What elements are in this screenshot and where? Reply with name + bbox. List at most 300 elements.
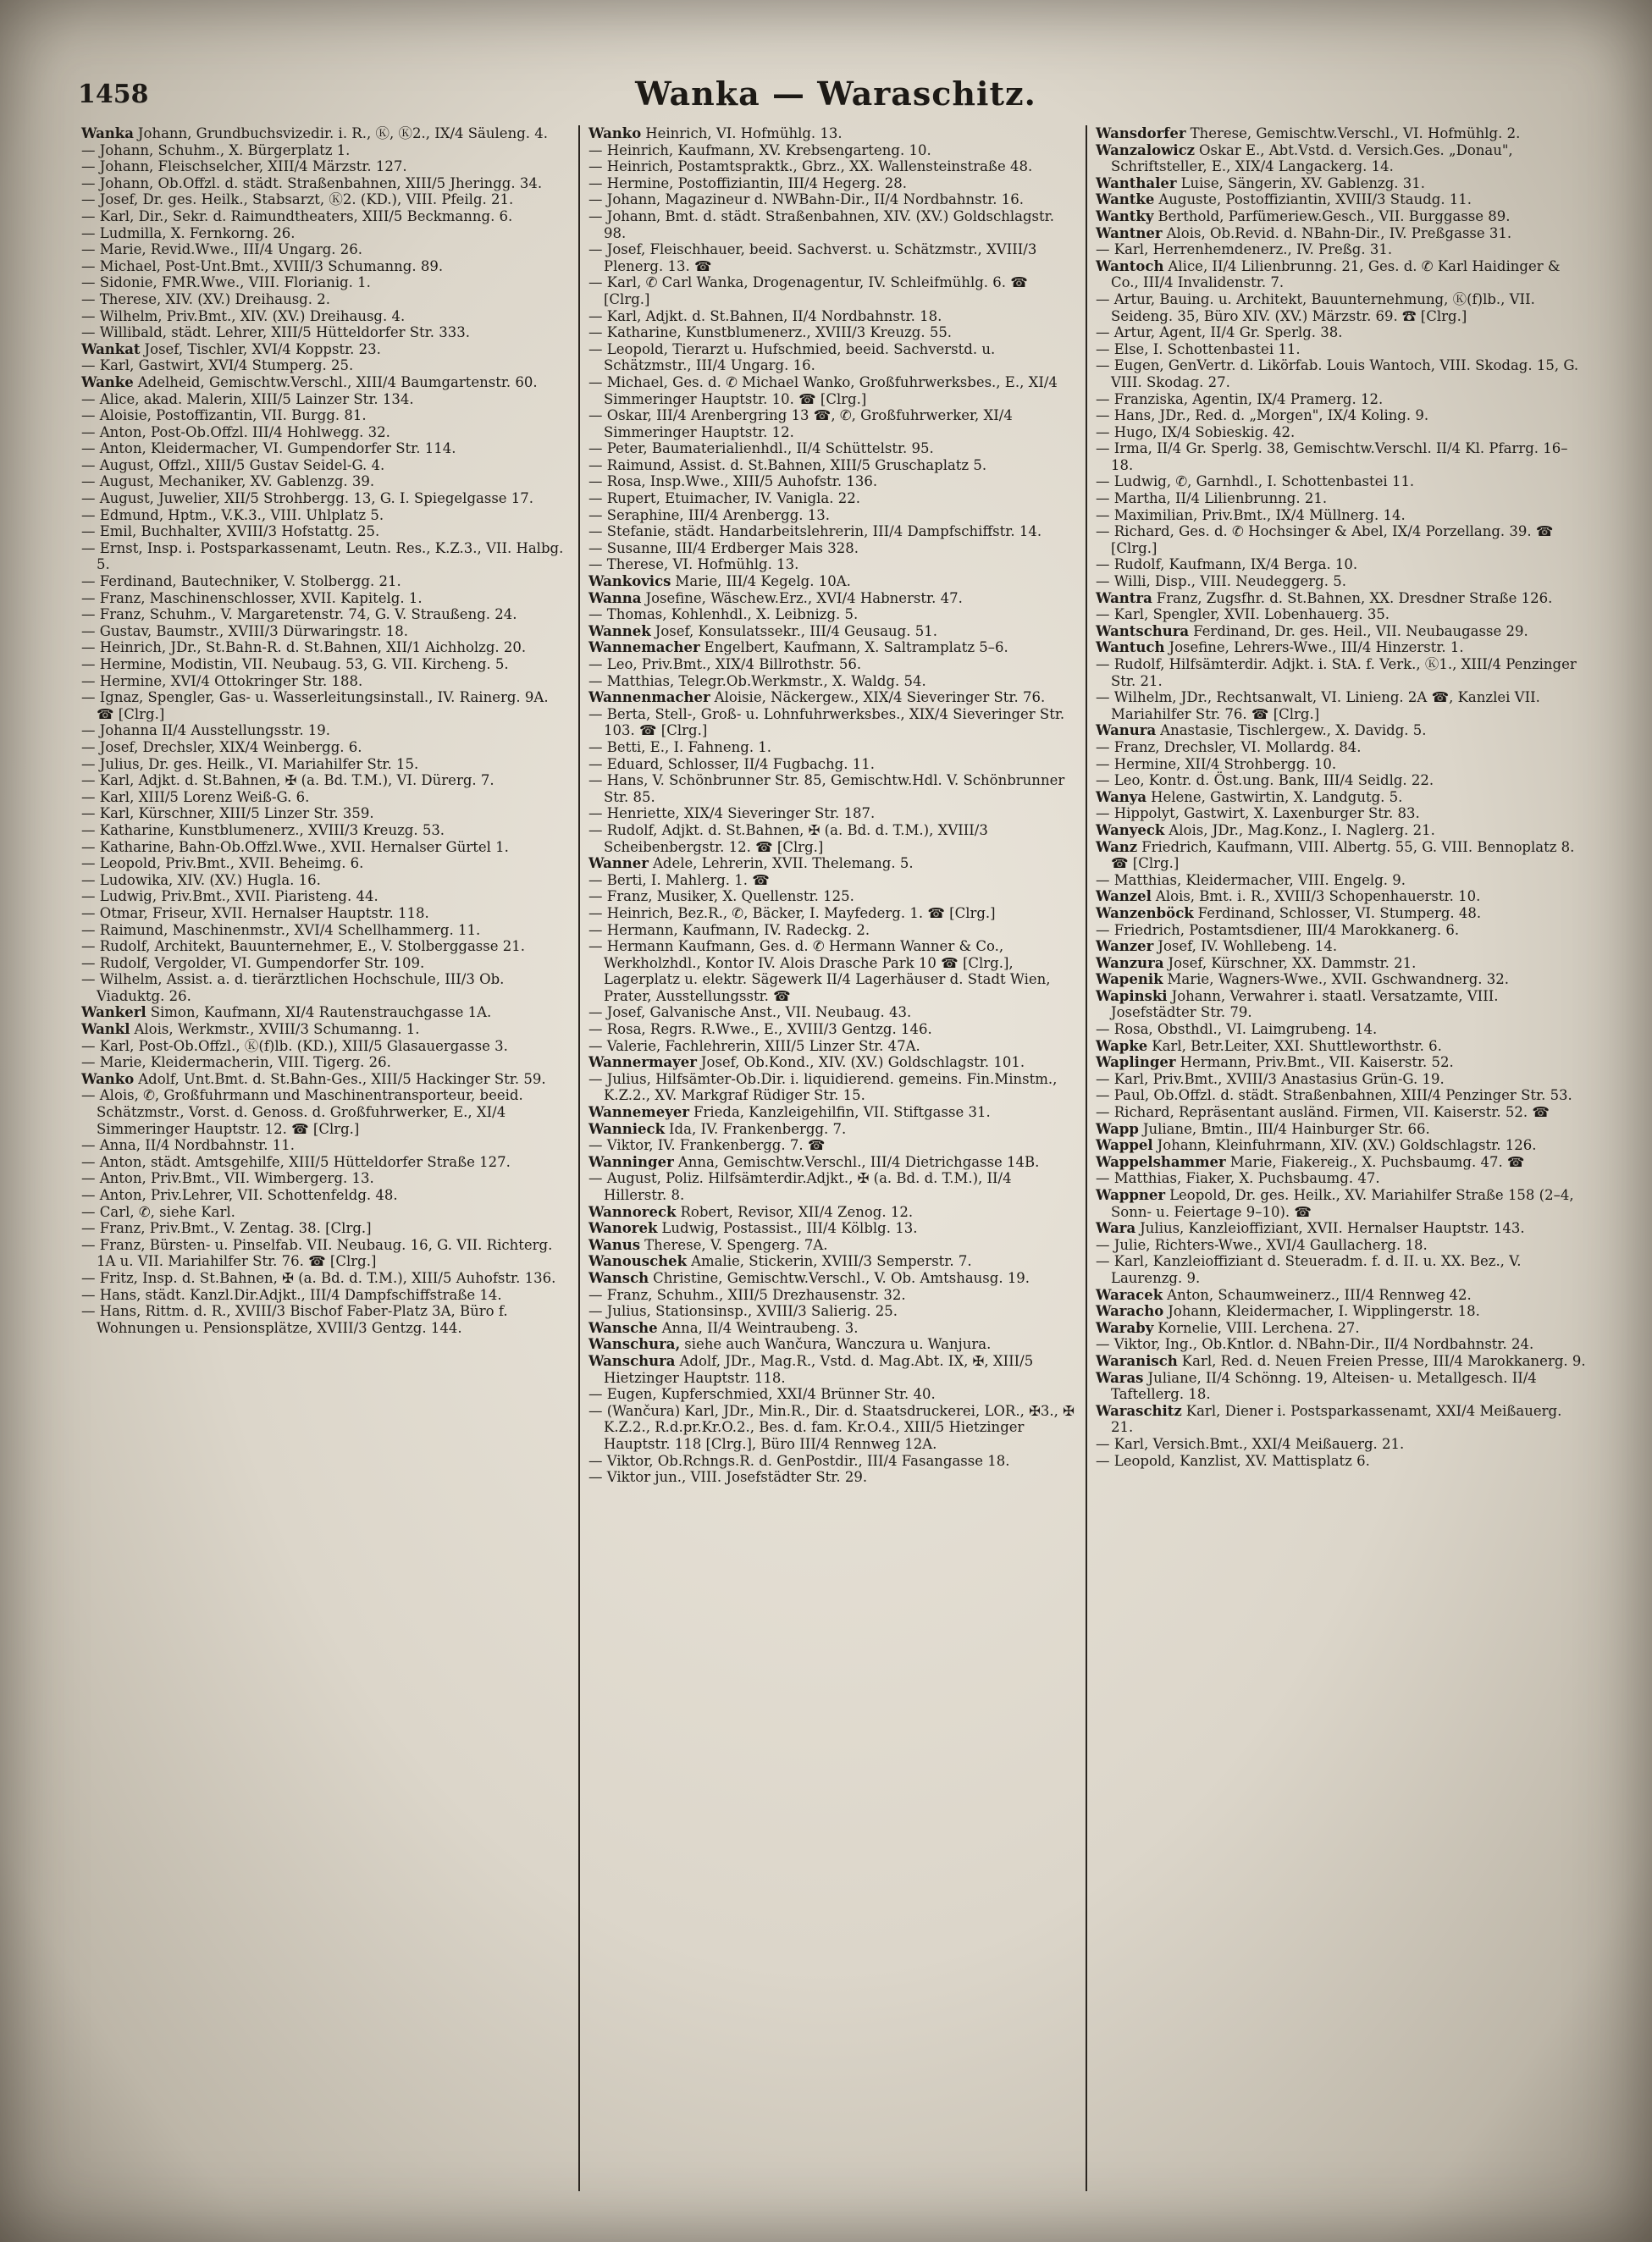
entry-text: — Katharine, Kunstblumenerz., XVIII/3 Kreuzg. 55. bbox=[588, 324, 953, 341]
entry-text: — Berti, I. Mahlerg. 1. ☎ bbox=[588, 871, 770, 888]
directory-entry bbox=[1096, 772, 1586, 789]
entry-text: — Richard, Ges. d. ✆ Hochsinger & Abel, IX/4 Porzellang. 39. ☎ [Clrg.] bbox=[1096, 523, 1554, 556]
entry-text: — Eugen, GenVertr. d. Likörfab. Louis Wantoch, VIII. Skodag. 15, G. VIII. Skodag. 27. bbox=[1096, 357, 1579, 390]
entry-text: Josefine, Lehrers-Wwe., III/4 Hinzerstr. 1. bbox=[1169, 639, 1464, 656]
directory-entry bbox=[81, 656, 570, 673]
entry-text: — Sidonie, FMR.Wwe., VIII. Florianig. 1. bbox=[81, 274, 371, 291]
directory-entry bbox=[1096, 391, 1586, 408]
entry-text: Anastasie, Tischlergew., X. Davidg. 5. bbox=[1160, 722, 1427, 739]
entry-text: — Franz, Drechsler, VI. Mollardg. 84. bbox=[1096, 738, 1362, 755]
directory-entry bbox=[81, 772, 570, 789]
entry-text: — Friedrich, Postamtsdiener, III/4 Marokkanerg. 6. bbox=[1096, 921, 1460, 938]
entry-text: — Irma, II/4 Gr. Sperlg. 38, Gemischtw.Verschl. II/4 Kl. Pfarrg. 16–18. bbox=[1096, 440, 1568, 473]
entry-text: Engelbert, Kaufmann, X. Saltramplatz 5–6. bbox=[704, 639, 1008, 656]
entry-text: — Johann, Fleischselcher, XIII/4 Märzstr. 127. bbox=[81, 158, 407, 175]
entry-text: — Michael, Ges. d. ✆ Michael Wanko, Großfuhrwerksbes., E., XI/4 Simmeringer Hauptstr. 10. ☎ [Clrg.] bbox=[588, 373, 1058, 407]
entry-text: Anton, Schaumweinerz., III/4 Rennweg 42. bbox=[1167, 1286, 1472, 1303]
entry-text: Johann, Kleidermacher, I. Wipplingerstr. 18. bbox=[1168, 1303, 1480, 1320]
entry-headword: Wanka bbox=[81, 125, 134, 141]
directory-entry bbox=[1096, 258, 1586, 291]
entry-text: Adolf, JDr., Mag.R., Vstd. d. Mag.Abt. IX, ✠, XIII/5 Hietzinger Hauptstr. 118. bbox=[604, 1352, 1034, 1386]
entry-headword: Wanzel bbox=[1096, 888, 1152, 905]
entry-text: — Willi, Disp., VIII. Neudeggerg. 5. bbox=[1096, 573, 1346, 590]
directory-entry bbox=[588, 523, 1077, 540]
entry-text: — Ludowika, XIV. (XV.) Hugla. 16. bbox=[81, 871, 321, 888]
entry-text: — Gustav, Baumstr., XVIII/3 Dürwaringstr. 18. bbox=[81, 622, 408, 639]
directory-entry bbox=[588, 440, 1077, 457]
entry-text: Karl, Red. d. Neuen Freien Presse, III/4 Marokkanerg. 9. bbox=[1181, 1352, 1586, 1369]
directory-entry bbox=[1096, 490, 1586, 507]
entry-text: Hermann, Priv.Bmt., VII. Kaiserstr. 52. bbox=[1180, 1054, 1454, 1071]
entry-text: Franz, Zugsfhr. d. St.Bahnen, XX. Dresdner Straße 126. bbox=[1156, 589, 1553, 606]
directory-entry bbox=[588, 855, 1077, 872]
directory-entry bbox=[588, 374, 1077, 407]
directory-entry bbox=[81, 1220, 570, 1237]
entry-headword: Wantner bbox=[1096, 224, 1163, 241]
entry-text: — Johann, Magazineur d. NWBahn-Dir., II/4 Nordbahnstr. 16. bbox=[588, 191, 1025, 208]
directory-entry bbox=[81, 208, 570, 225]
entry-headword: Wappner bbox=[1096, 1187, 1166, 1203]
directory-entry bbox=[588, 540, 1077, 557]
directory-entry bbox=[81, 1021, 570, 1038]
entry-text: — Raimund, Maschinenmstr., XVI/4 Schellhammerg. 11. bbox=[81, 921, 481, 938]
entry-text: — Alois, ✆, Großfuhrmann und Maschinentransporteur, beeid. Schätzmstr., Vorst. d. Genoss. d. Großfuhrwerker, E., XI/4 Simmeringer Hauptstr. 12. ☎ [Clrg.] bbox=[81, 1087, 523, 1137]
entry-text: — Hans, JDr., Red. d. „Morgen", IX/4 Koling. 9. bbox=[1096, 407, 1429, 424]
entry-text: — Johanna II/4 Ausstellungsstr. 19. bbox=[81, 722, 331, 739]
directory-entry bbox=[588, 706, 1077, 739]
entry-text: Ludwig, Postassist., III/4 Kölblg. 13. bbox=[661, 1220, 918, 1237]
directory-entry bbox=[1096, 1021, 1586, 1038]
directory-entry bbox=[588, 1237, 1077, 1254]
entry-text: Juliane, II/4 Schönng. 19, Alteisen- u. Metallgesch. II/4 Taftellerg. 18. bbox=[1111, 1369, 1537, 1403]
directory-entry bbox=[81, 722, 570, 739]
directory-entry bbox=[81, 905, 570, 922]
directory-entry bbox=[1096, 175, 1586, 192]
directory-entry bbox=[81, 639, 570, 656]
entry-headword: Wanzura bbox=[1096, 954, 1164, 971]
directory-entry bbox=[588, 507, 1077, 524]
entry-text: — Hans, Rittm. d. R., XVIII/3 Bischof Faber-Platz 3A, Büro f. Wohnungen u. Pensionsplätze, XVIII/3 Gentzg. 144. bbox=[81, 1303, 508, 1336]
entry-headword: Wanorek bbox=[588, 1220, 658, 1237]
entry-headword: Wannek bbox=[588, 622, 651, 639]
entry-text: — Heinrich, Postamtspraktk., Gbrz., XX. Wallensteinstraße 48. bbox=[588, 158, 1033, 175]
directory-entry bbox=[81, 1071, 570, 1088]
entry-text: Josef, IV. Wohllebeng. 14. bbox=[1158, 938, 1338, 955]
entry-headword: Wantra bbox=[1096, 589, 1152, 606]
directory-entry bbox=[81, 142, 570, 159]
entry-text: — Karl, Spengler, XVII. Lobenhauerg. 35. bbox=[1096, 606, 1390, 623]
directory-entry bbox=[588, 1121, 1077, 1138]
directory-entry bbox=[81, 1087, 570, 1137]
directory-entry bbox=[588, 241, 1077, 274]
entry-text: — Therese, VI. Hofmühlg. 13. bbox=[588, 556, 799, 573]
directory-entry bbox=[1096, 1253, 1586, 1286]
directory-entry bbox=[1096, 191, 1586, 208]
entry-headword: Wapenik bbox=[1096, 971, 1163, 988]
entry-text: — Viktor, Ob.Rchngs.R. d. GenPostdir., III/4 Fasangasse 18. bbox=[588, 1452, 1010, 1469]
entry-text: Johann, Grundbuchsvizedir. i. R., Ⓚ, Ⓚ2., IX/4 Säuleng. 4. bbox=[137, 125, 548, 141]
directory-entry bbox=[588, 922, 1077, 939]
directory-entry bbox=[81, 938, 570, 955]
entry-text: — Marie, Kleidermacherin, VIII. Tigerg. 26. bbox=[81, 1054, 391, 1071]
entry-text: Kornelie, VIII. Lerchena. 27. bbox=[1158, 1319, 1360, 1336]
page-header bbox=[78, 75, 1594, 117]
directory-entry bbox=[588, 407, 1077, 440]
entry-headword: Wanna bbox=[588, 589, 642, 606]
entry-text: — Emil, Buchhalter, XVIII/3 Hofstattg. 25. bbox=[81, 523, 380, 540]
entry-headword: Wantoch bbox=[1096, 257, 1164, 274]
entry-text: Adolf, Unt.Bmt. d. St.Bahn-Ges., XIII/5 Hackinger Str. 59. bbox=[138, 1070, 546, 1087]
entry-text: — Artur, Agent, II/4 Gr. Sperlg. 38. bbox=[1096, 324, 1343, 341]
directory-entry bbox=[1096, 988, 1586, 1021]
directory-entry bbox=[1096, 1237, 1586, 1254]
entry-text: Alice, II/4 Lilienbrunng. 21, Ges. d. ✆ Karl Haidinger & Co., III/4 Invalidenstr. 7. bbox=[1111, 257, 1561, 291]
directory-entry bbox=[588, 1038, 1077, 1055]
directory-entry bbox=[81, 739, 570, 756]
entry-headword: Wannenmacher bbox=[588, 689, 710, 706]
entry-text: — Hans, V. Schönbrunner Str. 85, Gemischtw.Hdl. V. Schönbrunner Str. 85. bbox=[588, 772, 1065, 805]
directory-entry bbox=[588, 1054, 1077, 1071]
directory-entry bbox=[81, 424, 570, 441]
entry-headword: Wantke bbox=[1096, 191, 1155, 208]
directory-entry bbox=[81, 1137, 570, 1154]
directory-entry bbox=[588, 341, 1077, 374]
directory-entry bbox=[1096, 971, 1586, 988]
entry-text: — Anton, städt. Amtsgehilfe, XIII/5 Hütteldorfer Straße 127. bbox=[81, 1153, 511, 1170]
directory-entry bbox=[81, 191, 570, 208]
entry-text: Oskar E., Abt.Vstd. d. Versich.Ges. „Donau", Schriftsteller, E., XIX/4 Langackerg. 14. bbox=[1111, 141, 1513, 175]
entry-text: — Franz, Priv.Bmt., V. Zentag. 38. [Clrg.] bbox=[81, 1220, 372, 1237]
directory-entry bbox=[588, 1004, 1077, 1021]
entry-text: — Ernst, Insp. i. Postsparkassenamt, Leutn. Res., K.Z.3., VII. Halbg. 5. bbox=[81, 539, 564, 573]
directory-entry bbox=[1096, 225, 1586, 242]
entry-text: — Eduard, Schlosser, II/4 Fugbachg. 11. bbox=[588, 755, 875, 772]
entry-text: Adelheid, Gemischtw.Verschl., XIII/4 Baumgartenstr. 60. bbox=[137, 373, 538, 390]
directory-entry bbox=[1096, 357, 1586, 390]
directory-entry bbox=[1096, 1287, 1586, 1304]
entry-text: — Berta, Stell-, Groß- u. Lohnfuhrwerksbes., XIX/4 Sieveringer Str. 103. ☎ [Clrg.] bbox=[588, 705, 1065, 739]
directory-entry bbox=[1096, 523, 1586, 556]
entry-text: — Hugo, IX/4 Sobieskig. 42. bbox=[1096, 423, 1296, 440]
entry-headword: Waracho bbox=[1096, 1303, 1164, 1320]
entry-text: — Heinrich, Kaufmann, XV. Krebsengarteng. 10. bbox=[588, 141, 931, 158]
entry-text: Auguste, Postoffiziantin, XVIII/3 Staudg. 11. bbox=[1158, 191, 1472, 208]
entry-text: — Leopold, Kanzlist, XV. Mattisplatz 6. bbox=[1096, 1452, 1370, 1469]
entry-headword: Waraschitz bbox=[1096, 1402, 1182, 1419]
directory-entry bbox=[81, 241, 570, 258]
directory-entry bbox=[1096, 1370, 1586, 1403]
entry-text: — Therese, XIV. (XV.) Dreihausg. 2. bbox=[81, 290, 330, 307]
entry-text: — Alice, akad. Malerin, XIII/5 Lainzer Str. 134. bbox=[81, 390, 414, 407]
entry-text: — Hermine, XII/4 Strohbergg. 10. bbox=[1096, 755, 1337, 772]
entry-text: — August, Juwelier, XII/5 Strohbergg. 13, G. I. Spiegelgasse 17. bbox=[81, 490, 534, 507]
entry-text: — Matthias, Telegr.Ob.Werkmstr., X. Waldg. 54. bbox=[588, 672, 926, 689]
directory-entry bbox=[81, 341, 570, 358]
entry-text: — Anton, Priv.Bmt., VII. Wimbergerg. 13. bbox=[81, 1170, 374, 1187]
entry-text: Marie, Fiakereig., X. Puchsbaumg. 47. ☎ bbox=[1229, 1153, 1525, 1170]
entry-headword: Wappelshammer bbox=[1096, 1153, 1226, 1170]
entry-text: — Oskar, III/4 Arenbergring 13 ☎, ✆, Großfuhrwerker, XI/4 Simmeringer Hauptstr. 12. bbox=[588, 407, 1013, 440]
entry-text: — Hermine, XVI/4 Ottokringer Str. 188. bbox=[81, 672, 363, 689]
entry-text: — Karl, Kanzleioffiziant d. Steueradm. f. d. II. u. XX. Bez., V. Laurenzg. 9. bbox=[1096, 1253, 1522, 1286]
directory-entry bbox=[1096, 291, 1586, 324]
directory-entry bbox=[81, 606, 570, 623]
directory-entry bbox=[588, 872, 1077, 889]
entry-text: Frieda, Kanzleigehilfin, VII. Stiftgasse 31. bbox=[693, 1104, 991, 1121]
entry-text: — Leo, Kontr. d. Öst.ung. Bank, III/4 Seidlg. 22. bbox=[1096, 772, 1434, 789]
entry-headword: Wanke bbox=[81, 373, 134, 390]
entry-text: — Karl, Kürschner, XIII/5 Linzer Str. 359. bbox=[81, 805, 374, 822]
directory-entry bbox=[81, 175, 570, 192]
entry-text: Juliane, Bmtin., III/4 Hainburger Str. 66. bbox=[1142, 1120, 1430, 1137]
entry-headword: Wapinski bbox=[1096, 987, 1168, 1004]
entry-text: — Johann, Schuhm., X. Bürgerplatz 1. bbox=[81, 141, 351, 158]
directory-entry bbox=[1096, 639, 1586, 656]
directory-entry bbox=[81, 573, 570, 590]
entry-text: — Viktor jun., VIII. Josefstädter Str. 29. bbox=[588, 1469, 868, 1486]
entry-headword: Wanko bbox=[81, 1070, 135, 1087]
directory-entry bbox=[81, 1187, 570, 1204]
entry-text: — Rupert, Etuimacher, IV. Vanigla. 22. bbox=[588, 490, 860, 507]
directory-entry bbox=[1096, 556, 1586, 573]
entry-text: — Wilhelm, Priv.Bmt., XIV. (XV.) Dreihausg. 4. bbox=[81, 307, 406, 324]
directory-entry bbox=[81, 839, 570, 856]
directory-entry bbox=[588, 1303, 1077, 1320]
directory-entry bbox=[588, 1336, 1077, 1353]
entry-text: — Richard, Repräsentant ausländ. Firmen, VII. Kaiserstr. 52. ☎ bbox=[1096, 1104, 1550, 1121]
entry-text: — Heinrich, JDr., St.Bahn-R. d. St.Bahnen, XII/1 Aichholzg. 20. bbox=[81, 639, 527, 656]
entry-text: Marie, III/4 Kegelg. 10A. bbox=[675, 573, 851, 590]
directory-entry bbox=[588, 191, 1077, 208]
entry-text: Therese, Gemischtw.Verschl., VI. Hofmühlg. 2. bbox=[1190, 125, 1521, 141]
entry-headword: Waracek bbox=[1096, 1286, 1163, 1303]
directory-entry bbox=[81, 507, 570, 524]
directory-entry bbox=[588, 1287, 1077, 1304]
directory-entry bbox=[1096, 722, 1586, 739]
directory-entry bbox=[1096, 1121, 1586, 1138]
directory-entry bbox=[81, 158, 570, 175]
entry-headword: Wantky bbox=[1096, 207, 1154, 224]
directory-entry bbox=[81, 1204, 570, 1221]
directory-entry bbox=[81, 490, 570, 507]
directory-entry bbox=[588, 639, 1077, 656]
directory-entry bbox=[588, 1204, 1077, 1221]
directory-entry bbox=[81, 789, 570, 806]
directory-entry bbox=[588, 1137, 1077, 1154]
entry-text: — Rosa, Obsthdl., VI. Laimgrubeng. 14. bbox=[1096, 1021, 1378, 1038]
directory-entry bbox=[588, 888, 1077, 905]
entry-text: — Karl, Priv.Bmt., XVIII/3 Anastasius Grün-G. 19. bbox=[1096, 1070, 1445, 1087]
directory-entry bbox=[588, 656, 1077, 673]
entry-text: — Rudolf, Architekt, Bauunternehmer, E., V. Stolberggasse 21. bbox=[81, 938, 525, 955]
entry-text: — Marie, Revid.Wwe., III/4 Ungarg. 26. bbox=[81, 241, 363, 258]
directory-entry bbox=[1096, 341, 1586, 358]
directory-entry bbox=[588, 1403, 1077, 1453]
directory-entry bbox=[588, 125, 1077, 142]
directory-entry bbox=[1096, 1170, 1586, 1187]
entry-text: — Leo, Priv.Bmt., XIX/4 Billrothstr. 56. bbox=[588, 656, 862, 672]
directory-entry bbox=[81, 922, 570, 939]
directory-entry bbox=[588, 1453, 1077, 1470]
directory-entry bbox=[588, 673, 1077, 690]
entry-text: — Maximilian, Priv.Bmt., IX/4 Müllnerg. 14. bbox=[1096, 506, 1406, 523]
entry-text: — Eugen, Kupferschmied, XXI/4 Brünner Str. 40. bbox=[588, 1386, 936, 1403]
entry-headword: Wanyeck bbox=[1096, 821, 1165, 838]
directory-entry bbox=[1096, 590, 1586, 607]
directory-entry bbox=[81, 1237, 570, 1270]
entry-text: — Karl, Adjkt. d. St.Bahnen, ✠ (a. Bd. T.M.), VI. Dürerg. 7. bbox=[81, 772, 494, 789]
entry-text: — Leopold, Tierarzt u. Hufschmied, beeid. Sachverstd. u. Schätzmstr., III/4 Ungarg. 16. bbox=[588, 340, 996, 374]
entry-headword: Waraby bbox=[1096, 1319, 1154, 1336]
entry-text: — Ferdinand, Bautechniker, V. Stolbergg. 21. bbox=[81, 573, 401, 590]
directory-entry bbox=[81, 357, 570, 374]
directory-entry bbox=[1096, 324, 1586, 341]
entry-text: — Josef, Drechsler, XIX/4 Weinbergg. 6. bbox=[81, 738, 362, 755]
directory-entry bbox=[1096, 1154, 1586, 1171]
entry-text: — Fritz, Insp. d. St.Bahnen, ✠ (a. Bd. d. T.M.), XIII/5 Auhofstr. 136. bbox=[81, 1269, 556, 1286]
entry-text: — Rudolf, Vergolder, VI. Gumpendorfer Str. 109. bbox=[81, 954, 425, 971]
entry-text: — Karl, XIII/5 Lorenz Weiß-G. 6. bbox=[81, 788, 310, 805]
directory-entry bbox=[588, 1170, 1077, 1203]
directory-entry bbox=[81, 258, 570, 275]
entry-headword: Wannemeyer bbox=[588, 1104, 690, 1121]
directory-entry bbox=[81, 1303, 570, 1336]
directory-entry bbox=[588, 772, 1077, 805]
entry-text: — Karl, Versich.Bmt., XXI/4 Meißauerg. 21. bbox=[1096, 1435, 1405, 1452]
entry-text: Simon, Kaufmann, XI/4 Rautenstrauchgasse 1A. bbox=[150, 1004, 492, 1021]
directory-entry bbox=[1096, 938, 1586, 955]
entry-text: — Raimund, Assist. d. St.Bahnen, XIII/5 Gruschaplatz 5. bbox=[588, 456, 987, 473]
entry-text: — Hermine, Modistin, VII. Neubaug. 53, G. VII. Kircheng. 5. bbox=[81, 656, 509, 672]
directory-entry bbox=[1096, 822, 1586, 839]
entry-text: — Ignaz, Spengler, Gas- u. Wasserleitungsinstall., IV. Rainerg. 9A. ☎ [Clrg.] bbox=[81, 689, 549, 722]
entry-headword: Wapp bbox=[1096, 1120, 1139, 1137]
entry-headword: Wansdorfer bbox=[1096, 125, 1186, 141]
directory-entry bbox=[1096, 789, 1586, 806]
directory-entry bbox=[81, 125, 570, 142]
directory-entry bbox=[1096, 507, 1586, 524]
directory-entry bbox=[1096, 1054, 1586, 1071]
entry-text: — Karl, ✆ Carl Wanka, Drogenagentur, IV. Schleifmühlg. 6. ☎ [Clrg.] bbox=[588, 274, 1028, 307]
directory-entry bbox=[1096, 440, 1586, 473]
entry-text: Alois, JDr., Mag.Konz., I. Naglerg. 21. bbox=[1169, 821, 1435, 838]
entry-text: — Rosa, Insp.Wwe., XIII/5 Auhofstr. 136. bbox=[588, 473, 878, 490]
directory-entry bbox=[588, 905, 1077, 922]
entry-headword: Wanschura bbox=[588, 1352, 676, 1369]
entry-headword: Wanner bbox=[588, 855, 649, 872]
entry-headword: Wanschura, bbox=[588, 1336, 681, 1353]
directory-entry bbox=[81, 523, 570, 540]
entry-text: — Viktor, Ing., Ob.Kntlor. d. NBahn-Dir., II/4 Nordbahnstr. 24. bbox=[1096, 1336, 1534, 1353]
directory-entry bbox=[588, 1154, 1077, 1171]
entry-text: — Stefanie, städt. Handarbeitslehrerin, III/4 Dampfschiffstr. 14. bbox=[588, 523, 1042, 540]
directory-entry bbox=[588, 623, 1077, 640]
entry-text: Amalie, Stickerin, XVIII/3 Semperstr. 7. bbox=[691, 1253, 972, 1270]
entry-text: — Martha, II/4 Lilienbrunng. 21. bbox=[1096, 490, 1328, 507]
entry-text: — Otmar, Friseur, XVII. Hernalser Hauptstr. 118. bbox=[81, 904, 429, 921]
entry-text: — Anna, II/4 Nordbahnstr. 11. bbox=[81, 1137, 295, 1154]
entry-text: Aloisie, Näckergew., XIX/4 Sieveringer Str. 76. bbox=[714, 689, 1046, 706]
entry-text: Robert, Revisor, XII/4 Zenog. 12. bbox=[680, 1203, 914, 1220]
entry-text: — Willibald, städt. Lehrer, XIII/5 Hütteldorfer Str. 333. bbox=[81, 324, 470, 341]
entry-headword: Waranisch bbox=[1096, 1352, 1178, 1369]
entry-text: Karl, Diener i. Postsparkassenamt, XXI/4 Meißauerg. 21. bbox=[1111, 1402, 1562, 1436]
entry-text: — Julius, Stationsinsp., XVIII/3 Salierig. 25. bbox=[588, 1303, 898, 1320]
directory-entry bbox=[81, 457, 570, 474]
directory-entry bbox=[1096, 689, 1586, 722]
directory-entry bbox=[1096, 1320, 1586, 1337]
directory-entry bbox=[81, 308, 570, 325]
directory-entry bbox=[588, 1386, 1077, 1403]
directory-entry bbox=[1096, 905, 1586, 922]
entry-headword: Wanninger bbox=[588, 1153, 674, 1170]
entry-text: — Franz, Bürsten- u. Pinselfab. VII. Neubaug. 16, G. VII. Richterg. 1A u. VII. Mariahilfer Str. 76. ☎ [Clrg.] bbox=[81, 1236, 553, 1270]
entry-text: — Aloisie, Postoffizantin, VII. Burgg. 81. bbox=[81, 407, 367, 424]
entry-text: — Rudolf, Hilfsämterdir. Adjkt. i. StA. f. Verk., Ⓚ1., XIII/4 Penzinger Str. 21. bbox=[1096, 656, 1577, 689]
entry-text: — Wilhelm, Assist. a. d. tierärztlichen Hochschule, III/3 Ob. Viaduktg. 26. bbox=[81, 971, 505, 1004]
entry-text: — Julie, Richters-Wwe., XVI/4 Gaullacherg. 18. bbox=[1096, 1236, 1428, 1253]
entry-text: — Edmund, Hptm., V.K.3., VIII. Uhlplatz 5. bbox=[81, 506, 384, 523]
entry-headword: Wanzalowicz bbox=[1096, 141, 1196, 158]
entry-text: — Franz, Schuhm., V. Margaretenstr. 74, G. V. Straußeng. 24. bbox=[81, 606, 517, 623]
entry-headword: Wara bbox=[1096, 1220, 1136, 1237]
directory-entry bbox=[1096, 805, 1586, 822]
directory-column-3 bbox=[1087, 125, 1594, 2191]
entry-headword: Wantuch bbox=[1096, 639, 1165, 656]
entry-text: — Else, I. Schottenbastei 11. bbox=[1096, 340, 1301, 357]
entry-text: — Hans, städt. Kanzl.Dir.Adjkt., III/4 Dampfschiffstraße 14. bbox=[81, 1286, 502, 1303]
directory-entry bbox=[588, 590, 1077, 607]
directory-entry bbox=[588, 324, 1077, 341]
entry-text: — Heinrich, Bez.R., ✆, Bäcker, I. Mayfederg. 1. ☎ [Clrg.] bbox=[588, 904, 996, 921]
directory-entry bbox=[81, 673, 570, 690]
directory-entry bbox=[81, 971, 570, 1004]
directory-columns bbox=[73, 125, 1595, 2191]
entry-text: — Thomas, Kohlenhdl., X. Leibnizg. 5. bbox=[588, 606, 859, 623]
directory-entry bbox=[81, 805, 570, 822]
directory-entry bbox=[81, 590, 570, 607]
directory-entry bbox=[588, 756, 1077, 773]
directory-entry bbox=[1096, 1353, 1586, 1370]
entry-text: — Valerie, Fachlehrerin, XIII/5 Linzer Str. 47A. bbox=[588, 1037, 920, 1054]
entry-text: Ida, IV. Frankenbergg. 7. bbox=[669, 1120, 847, 1137]
entry-headword: Wanz bbox=[1096, 838, 1138, 855]
entry-text: — Karl, Dir., Sekr. d. Raimundtheaters, XIII/5 Beckmanng. 6. bbox=[81, 207, 513, 224]
entry-text: Alois, Bmt. i. R., XVIII/3 Schopenhauerstr. 10. bbox=[1155, 888, 1481, 905]
entry-text: — Peter, Baumaterialienhdl., II/4 Schüttelstr. 95. bbox=[588, 440, 934, 457]
entry-text: — Paul, Ob.Offzl. d. städt. Straßenbahnen, XIII/4 Penzinger Str. 53. bbox=[1096, 1087, 1572, 1104]
directory-entry bbox=[1096, 407, 1586, 424]
entry-text: — Ludmilla, X. Fernkorng. 26. bbox=[81, 224, 296, 241]
directory-entry bbox=[588, 1320, 1077, 1337]
entry-text: — Josef, Fleischhauer, beeid. Sachverst. u. Schätzmstr., XVIII/3 Plenerg. 13. ☎ bbox=[588, 241, 1037, 274]
entry-text: Josef, Kürschner, XX. Dammstr. 21. bbox=[1168, 954, 1417, 971]
entry-headword: Wankovics bbox=[588, 573, 671, 590]
entry-text: — Artur, Bauing. u. Architekt, Bauunternehmung, Ⓚ(f)lb., VII. Seideng. 35, Büro XIV. (XV.) Märzstr. 69. ☎ [Clrg.] bbox=[1096, 290, 1535, 324]
entry-text: — Karl, Post-Ob.Offzl., Ⓚ(f)lb. (KD.), XIII/5 Glasauergasse 3. bbox=[81, 1037, 508, 1054]
entry-text: — Anton, Post-Ob.Offzl. III/4 Hohlwegg. 32. bbox=[81, 423, 390, 440]
entry-text: Helene, Gastwirtin, X. Landgutg. 5. bbox=[1151, 788, 1403, 805]
directory-entry bbox=[588, 1469, 1077, 1486]
directory-entry bbox=[1096, 1403, 1586, 1436]
entry-headword: Wansche bbox=[588, 1319, 658, 1336]
entry-text: Adele, Lehrerin, XVII. Thelemang. 5. bbox=[652, 855, 914, 872]
entry-text: — Michael, Post-Unt.Bmt., XVIII/3 Schumanng. 89. bbox=[81, 257, 444, 274]
directory-entry bbox=[81, 689, 570, 722]
entry-text: Johann, Kleinfuhrmann, XIV. (XV.) Goldschlagstr. 126. bbox=[1157, 1137, 1537, 1154]
directory-entry bbox=[81, 623, 570, 640]
entry-text: — Ludwig, ✆, Garnhdl., I. Schottenbastei 11. bbox=[1096, 473, 1415, 490]
